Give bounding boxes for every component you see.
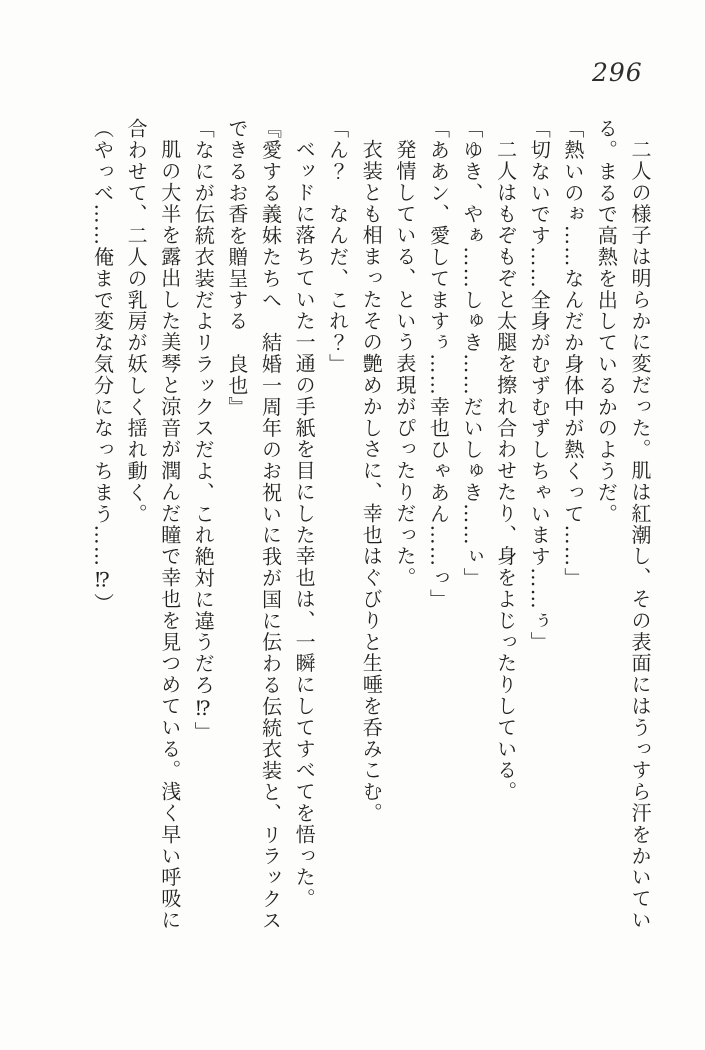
text-line: 「熱いのぉ……なんだか身体中が熱くって……」 xyxy=(560,118,585,589)
page-text-block xyxy=(85,118,656,958)
page-number: 296 xyxy=(592,58,643,87)
text-line: 二人はもぞもぞと太腿を擦れ合わせたり、身をよじったりしている。 xyxy=(493,139,518,803)
text-line: 「ゆき、やぁ……しゅき……だいしゅき……ぃ」 xyxy=(460,118,485,589)
text-line: 合わせて、二人の乳房が妖しく揺れ動く。 xyxy=(124,118,149,525)
text-line: 肌の大半を露出した美琴と涼音が潤んだ瞳で幸也を見つめている。浅く早い呼吸に xyxy=(157,139,182,932)
text-line: （やっべ……俺まで変な気分になっちまう……⁉） xyxy=(90,118,115,615)
text-line: る。まるで高熱を出しているかのようだ。 xyxy=(594,118,619,525)
text-line: 衣装とも相まったその艶めかしさに、幸也はぐびりと生唾を呑みこむ。 xyxy=(359,139,384,825)
text-line: できるお香を贈呈する 良也』 xyxy=(224,118,249,418)
text-line: ベッドに落ちていた一通の手紙を目にした幸也は、一瞬にしてすべてを悟った。 xyxy=(292,139,317,910)
text-line: 『愛する義妹たちへ 結婚一周年のお祝いに我が国に伝わる伝統衣装と、リラックス xyxy=(258,118,283,932)
text-line: 「切ないです……全身がむずむずしちゃいます……ぅ」 xyxy=(527,118,552,653)
text-line: 「なにが伝統衣装だよリラックスだよ、これ絶対に違うだろ⁉」 xyxy=(191,118,216,743)
text-line: 「ん？ なんだ、これ？」 xyxy=(325,118,350,375)
text-line: 「ああン、愛してますぅ……幸也ひゃあん……っ」 xyxy=(426,118,451,611)
text-line: 二人の様子は明らかに変だった。肌は紅潮し、その表面にはうっすら汗をかいてい xyxy=(628,139,652,932)
text-line: 発情している、という表現がぴったりだった。 xyxy=(392,139,417,589)
